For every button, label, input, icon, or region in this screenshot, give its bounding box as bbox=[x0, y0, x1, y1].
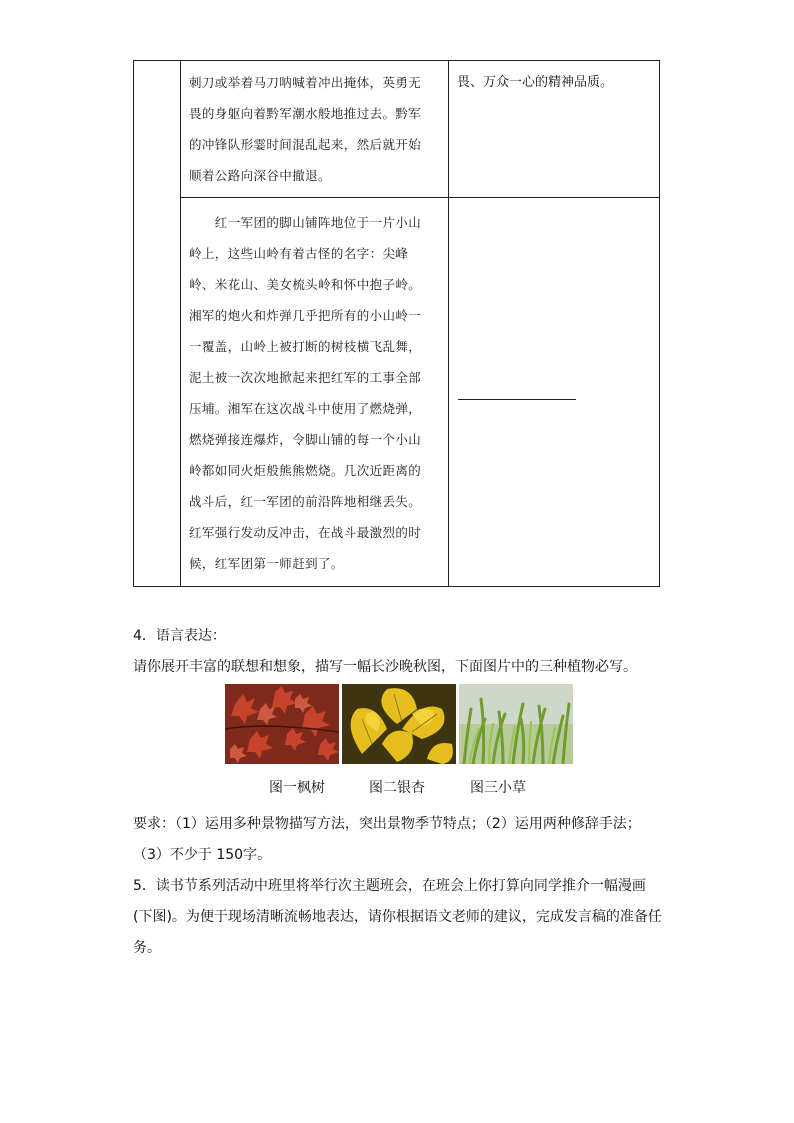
table-row-divider bbox=[180, 197, 659, 198]
text-line: 顺着公路向深谷中撤退。 bbox=[189, 168, 331, 183]
table-column-divider-1 bbox=[180, 61, 181, 586]
text-line: 燃烧弹接连爆炸，令脚山铺的每一个小山 bbox=[189, 432, 422, 447]
section5-line-1: 5．读书节系列活动中班里将举行次主题班会，在班会上你打算向同学推介一幅漫画 bbox=[133, 878, 646, 894]
table-row1-text bbox=[189, 67, 444, 191]
maple-image bbox=[225, 684, 339, 764]
ginkgo-leaves-icon bbox=[342, 684, 456, 764]
text-line: 战斗后，红一军团的前沿阵地相继丢失。 bbox=[189, 494, 422, 509]
answer-blank-line[interactable] bbox=[458, 399, 576, 400]
text-line: 红一军团的脚山铺阵地位于一片小山 bbox=[189, 215, 422, 230]
grass-image bbox=[459, 684, 573, 764]
caption-ginkgo: 图二银杏 bbox=[369, 780, 425, 796]
table-column-divider-2 bbox=[448, 61, 449, 586]
section4-requirement-1: 要求：（1）运用多种景物描写方法，突出景物季节特点；（2）运用两种修辞手法； bbox=[133, 816, 641, 832]
table-row1-answer: 畏、万众一心的精神品质。 bbox=[457, 75, 614, 90]
section5-line-3: 务。 bbox=[133, 940, 161, 956]
maple-leaves-icon bbox=[225, 684, 339, 764]
text-line: 刺刀或举着马刀呐喊着冲出掩体，英勇无 bbox=[189, 75, 422, 90]
reading-table bbox=[133, 60, 660, 587]
text-line: 一覆盖，山岭上被打断的树枝横飞乱舞， bbox=[189, 339, 422, 354]
text-line: 候，红军团第一师赶到了。 bbox=[189, 556, 344, 571]
plant-images bbox=[225, 684, 573, 764]
caption-maple: 图一枫树 bbox=[269, 780, 325, 796]
section4-requirement-2: （3）不少于 150字。 bbox=[133, 847, 272, 863]
grass-blades-icon bbox=[459, 684, 573, 764]
ginkgo-image bbox=[342, 684, 456, 764]
text-line: 畏的身躯向着黔军潮水般地推过去。黔军 bbox=[189, 106, 422, 121]
section5-line-2: (下图)。为便于现场清晰流畅地表达，请你根据语文老师的建议，完成发言稿的准备任 bbox=[133, 909, 662, 925]
text-line: 岭、米花山、美女梳头岭和怀中抱子岭。 bbox=[189, 277, 422, 292]
text-line: 岭都如同火炬般熊熊燃烧。几次近距离的 bbox=[189, 463, 422, 478]
section4-heading: 4．语言表达： bbox=[133, 628, 226, 644]
text-line: 湘军的炮火和炸弹几乎把所有的小山岭一 bbox=[189, 308, 422, 323]
text-line: 红军强行发动反冲击，在战斗最激烈的时 bbox=[189, 525, 422, 540]
section4-prompt: 请你展开丰富的联想和想象，描写一幅长沙晚秋图，下面图片中的三种植物必写。 bbox=[133, 659, 637, 675]
text-line: 的冲锋队形霎时间混乱起来，然后就开始 bbox=[189, 137, 422, 152]
text-line: 压埔。湘军在这次战斗中使用了燃烧弹， bbox=[189, 401, 422, 416]
table-row2-text bbox=[189, 207, 444, 579]
text-line: 岭上，这些山岭有着古怪的名字：尖峰 bbox=[189, 246, 409, 261]
caption-grass: 图三小草 bbox=[470, 780, 526, 796]
text-line: 泥土被一次次地掀起来把红军的工事全部 bbox=[189, 370, 422, 385]
